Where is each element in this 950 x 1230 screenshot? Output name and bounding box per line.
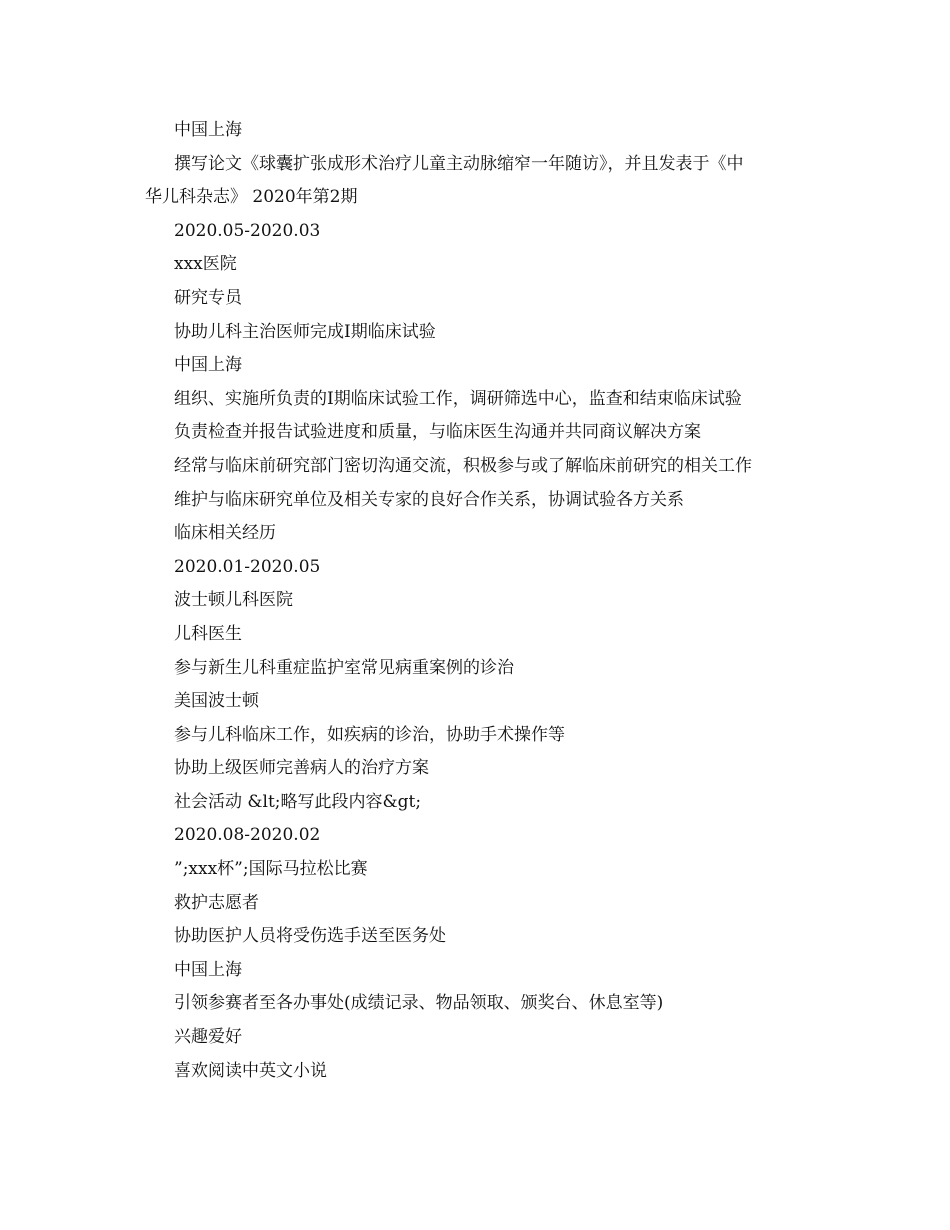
text-line: 儿科医生 xyxy=(174,623,242,644)
text-line: 美国波士顿 xyxy=(174,691,259,712)
section-heading: 社会活动 &lt;略写此段内容&gt; xyxy=(174,791,422,812)
text-line: 引领参赛者至各办事处(成绩记录、物品领取、颁奖台、休息室等) xyxy=(174,993,664,1014)
text-line: 中国上海 xyxy=(174,120,242,140)
document-body xyxy=(145,114,814,1088)
text-line: 中国上海 xyxy=(174,959,242,980)
text-line: xxx医院 xyxy=(174,254,237,275)
text-line: 组织、实施所负责的Ⅰ期临床试验工作，调研筛选中心，监查和结束临床试验 xyxy=(174,388,742,409)
text-line: 2020.01-2020.05 xyxy=(174,556,321,577)
text-line: ”;xxx杯”;国际马拉松比赛 xyxy=(174,859,368,880)
text-line: 协助医护人员将受伤选手送至医务处 xyxy=(174,926,446,947)
text-line: 中国上海 xyxy=(174,355,242,376)
text-line: 2020.05-2020.03 xyxy=(174,220,321,241)
text-line: 协助儿科主治医师完成Ⅰ期临床试验 xyxy=(174,321,436,342)
text-line: 经常与临床前研究部门密切沟通交流，积极参与或了解临床前研究的相关工作 xyxy=(174,455,752,476)
text-line: 参与儿科临床工作，如疾病的诊治，协助手术操作等 xyxy=(174,724,565,745)
text-line: 撰写论文《球囊扩张成形术治疗儿童主动脉缩窄一年随访》，并且发表于《中 xyxy=(174,153,744,174)
text-line: 维护与临床研究单位及相关专家的良好合作关系，协调试验各方关系 xyxy=(174,489,684,510)
text-line: 研究专员 xyxy=(174,287,242,308)
text-line: 协助上级医师完善病人的治疗方案 xyxy=(174,758,429,779)
text-line: 参与新生儿科重症监护室常见病重案例的诊治 xyxy=(174,657,514,678)
section-heading: 临床相关经历 xyxy=(174,523,276,544)
section-heading: 兴趣爱好 xyxy=(174,1027,242,1048)
text-line: 波士顿儿科医院 xyxy=(174,590,293,611)
text-line: 负责检查并报告试验进度和质量，与临床医生沟通并共同商议解决方案 xyxy=(174,422,701,443)
text-line: 救护志愿者 xyxy=(174,892,259,913)
text-line-continuation: 华儿科杂志》 2020年第2期 xyxy=(145,187,358,208)
text-line: 2020.08-2020.02 xyxy=(174,825,321,846)
text-line: 喜欢阅读中英文小说 xyxy=(174,1060,327,1081)
